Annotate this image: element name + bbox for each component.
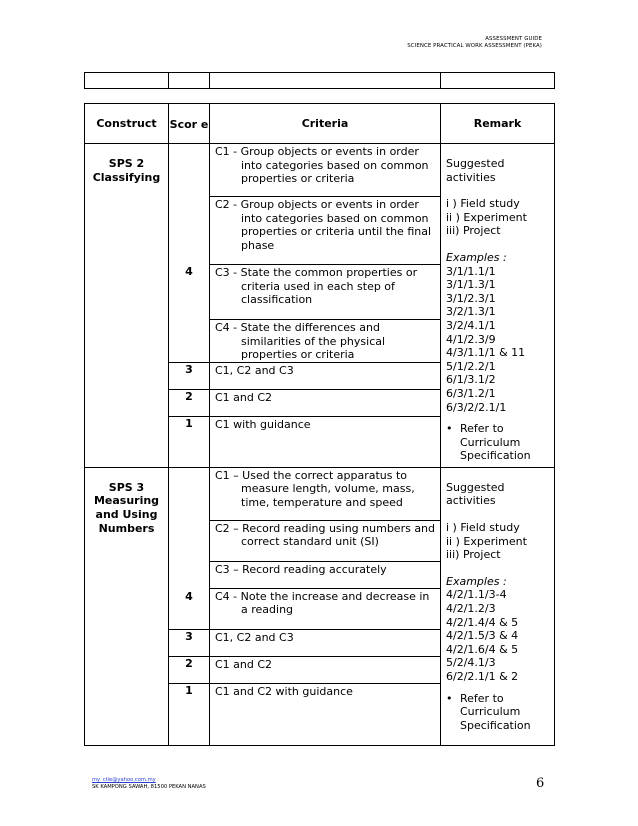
- example-item: 3/1/1.3/1: [446, 278, 496, 292]
- activity-item: iii) Project: [446, 224, 501, 238]
- examples-label: Examples :: [446, 250, 507, 264]
- example-item: 5/2/4.1/3: [446, 656, 496, 670]
- example-item: 4/3/1.1/1 & 11: [446, 346, 526, 360]
- header-subtitle: SCIENCE PRACTICAL WORK ASSESSMENT (PEKA): [407, 43, 542, 49]
- score-cell: 4: [169, 144, 210, 363]
- criteria-cell: [210, 467, 441, 520]
- criteria-text: C4 - Note the increase and decrease in a reading: [215, 589, 430, 617]
- empty-header-table: [84, 72, 555, 89]
- example-item: 4/1/2.3/9: [446, 332, 496, 346]
- criteria-cell: C1 and C2 with guidance: [210, 683, 441, 745]
- activity-item: ii ) Experiment: [446, 534, 527, 548]
- activity-item: i ) Field study: [446, 520, 520, 534]
- example-item: 6/2/2.1/1 & 2: [446, 669, 519, 683]
- criteria-text: C3 - State the common properties or criteria used in each step of classification: [215, 266, 418, 307]
- criteria-cell: [210, 520, 441, 561]
- table-row: [85, 467, 555, 520]
- document-footer: [92, 777, 206, 790]
- refer-text: Refer to Curriculum Specification: [460, 691, 531, 732]
- refer-text: Refer to Curriculum Specification: [460, 422, 531, 463]
- page-number: 6: [536, 776, 545, 791]
- example-item: 4/2/1.6/4 & 5: [446, 642, 519, 656]
- empty-cell: [441, 73, 555, 89]
- suggested-activities-label: Suggested activities: [446, 480, 505, 508]
- score-cell: 3: [169, 362, 210, 389]
- example-item: 4/2/1.1/3-4: [446, 588, 507, 602]
- example-item: 3/1/1.1/1: [446, 264, 496, 278]
- school-address: SK KAMPONG SAWAH, 81500 PEKAN NANAS: [92, 783, 206, 790]
- example-item: 4/2/1.4/4 & 5: [446, 615, 519, 629]
- empty-table-row: [85, 73, 555, 89]
- empty-cell: [169, 73, 210, 89]
- score-cell: 1: [169, 416, 210, 467]
- criteria-cell: C1, C2 and C3: [210, 362, 441, 389]
- suggested-activities-label: Suggested activities: [446, 157, 505, 184]
- assessment-table: [84, 103, 555, 746]
- activity-item: iii) Project: [446, 548, 501, 562]
- criteria-cell: C1, C2 and C3: [210, 629, 441, 656]
- document-header: [407, 36, 542, 50]
- criteria-cell: [210, 320, 441, 363]
- column-header-score: Scor e: [169, 104, 210, 144]
- column-header-criteria: Criteria: [210, 104, 441, 144]
- column-header-remark: Remark: [441, 104, 555, 144]
- score-cell: 2: [169, 389, 210, 416]
- score-cell: 2: [169, 656, 210, 683]
- criteria-cell: [210, 561, 441, 588]
- example-item: 3/1/2.3/1: [446, 291, 496, 305]
- activity-item: ii ) Experiment: [446, 210, 527, 224]
- example-item: 3/2/4.1/1: [446, 318, 496, 332]
- example-item: 5/1/2.2/1: [446, 359, 496, 373]
- table-header-row: [85, 104, 555, 144]
- construct-cell: SPS 2 Classifying: [85, 144, 169, 468]
- score-cell: 3: [169, 629, 210, 656]
- criteria-cell: [210, 588, 441, 629]
- activities-list: [446, 521, 550, 562]
- activity-item: i ) Field study: [446, 197, 520, 211]
- example-item: 3/2/1.3/1: [446, 305, 496, 319]
- table-row: [85, 144, 555, 197]
- score-cell: 1: [169, 683, 210, 745]
- bullet-icon: •: [446, 422, 453, 436]
- refer-note: [446, 692, 550, 733]
- header-title: ASSESSMENT GUIDE: [485, 36, 542, 42]
- construct-cell: SPS 3 Measuring and Using Numbers: [85, 467, 169, 745]
- criteria-cell: C1 and C2: [210, 656, 441, 683]
- criteria-text: C1 - Group objects or events in order into categories based on common properties or criteria: [215, 145, 429, 186]
- empty-cell: [210, 73, 441, 89]
- column-header-construct: Construct: [85, 104, 169, 144]
- criteria-text: C4 - State the differences and similarities of the physical properties or criteria: [215, 321, 386, 362]
- criteria-cell: C1 and C2: [210, 389, 441, 416]
- example-item: 4/2/1.5/3 & 4: [446, 629, 519, 643]
- criteria-cell: [210, 144, 441, 197]
- email-link[interactable]: my_ctie@yahoo.com.my: [92, 777, 156, 783]
- example-item: 4/2/1.2/3: [446, 601, 496, 615]
- empty-cell: [85, 73, 169, 89]
- activities-list: [446, 197, 550, 238]
- remark-cell: [441, 467, 555, 745]
- bullet-icon: •: [446, 691, 453, 705]
- criteria-text: C3 – Record reading accurately: [215, 562, 387, 576]
- examples-label: Examples :: [446, 574, 507, 588]
- criteria-cell: C1 with guidance: [210, 416, 441, 467]
- criteria-text: C2 - Group objects or events in order into categories based on common properties or criteria until the final phase: [215, 198, 432, 252]
- criteria-text: C1 – Used the correct apparatus to measure length, volume, mass, time, temperature and speed: [215, 468, 415, 509]
- examples-list: [446, 265, 550, 415]
- criteria-text: C2 – Record reading using numbers and correct standard unit (SI): [215, 521, 436, 549]
- example-item: 6/3/2/2.1/1: [446, 400, 507, 414]
- refer-note: [446, 422, 550, 463]
- score-cell: 4: [169, 467, 210, 629]
- criteria-cell: [210, 197, 441, 265]
- remark-cell: [441, 144, 555, 468]
- example-item: 6/1/3.1/2: [446, 373, 496, 387]
- example-item: 6/3/1.2/1: [446, 386, 496, 400]
- examples-list: [446, 588, 550, 683]
- criteria-cell: [210, 265, 441, 320]
